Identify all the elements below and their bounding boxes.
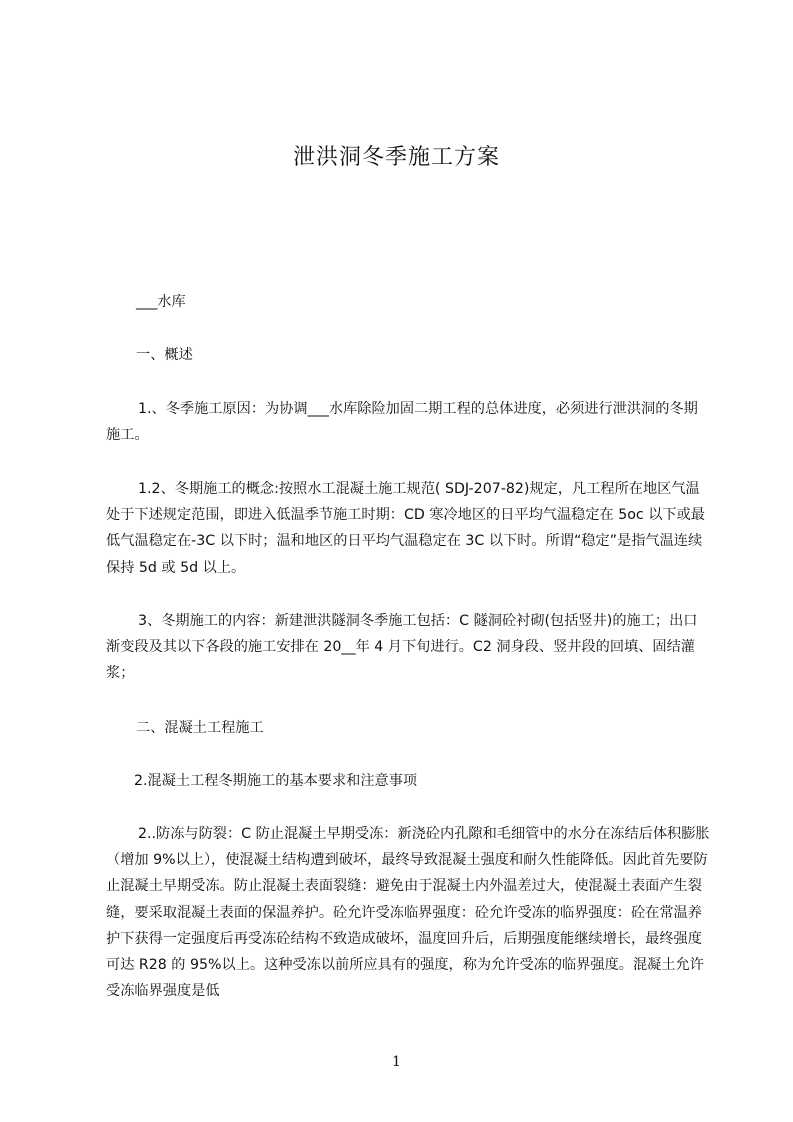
section-1-heading: 一、概述 <box>136 347 193 363</box>
section-2-heading: 二、混凝土工程施工 <box>136 720 264 736</box>
page-number: 1 <box>392 1054 401 1070</box>
paragraph-1-2 <box>106 476 710 582</box>
paragraph-2-1 <box>106 821 710 1031</box>
subheading-2: 2.混凝土工程冬期施工的基本要求和注意事项 <box>134 773 418 789</box>
document-title: 泄洪洞冬季施工方案 <box>292 145 500 170</box>
reservoir-line: ___水库 <box>136 294 186 310</box>
paragraph-1-1-text: 1.、冬季施工原因：为协调___水库除险加固二期工程的总体进度，必须进行泄洪洞的冬期施工。 <box>106 401 698 444</box>
paragraph-1-3-text: 3、冬期施工的内容：新建泄洪隧洞冬季施工包括：C 隧洞砼衬砌(包括竖井)的施工；出口渐变段及其以下各段的施工安排在 20__年 4 月下旬进行。C2 洞身段、竖井段的回填、固结灌浆； <box>106 613 698 682</box>
paragraph-1-2-text: 1.2、冬期施工的概念:按照水工混凝土施工规范( SDJ-207-82)规定，凡工程所在地区气温处于下述规定范围，即进入低温季节施工时期：CD 寒冷地区的日平均气温稳定在 5oc 以下或最低气温稳定在-3C 以下时；温和地区的日平均气温稳定在 3C 以下时。所谓“稳定”是指气温连续保持 5d 或 5d 以上。 <box>106 481 705 576</box>
paragraph-1-1 <box>106 396 710 450</box>
paragraph-2-1-text: 2..防冻与防裂：C 防止混凝土早期受冻：新浇砼内孔隙和毛细管中的水分在冻结后体积膨胀（增加 9%以上），使混凝土结构遭到破坏，最终导致混凝土强度和耐久性能降低。因此首先要防止混凝土早期受冻。防止混凝土表面裂缝：避免由于混凝土内外温差过大，使混凝土表面产生裂缝，要采取混凝土表面的保温养护。砼允许受冻临界强度：砼允许受冻的临界强度：砼在常温养护下获得一定强度后再受冻砼结构不致造成破坏，温度回升后，后期强度能继续增长，最终强度可达 R28 的 95%以上。这种受冻以前所应具有的强度，称为允许受冻的临界强度。混凝土允许受冻临界强度是低 <box>106 826 710 1000</box>
paragraph-1-3 <box>106 608 710 688</box>
